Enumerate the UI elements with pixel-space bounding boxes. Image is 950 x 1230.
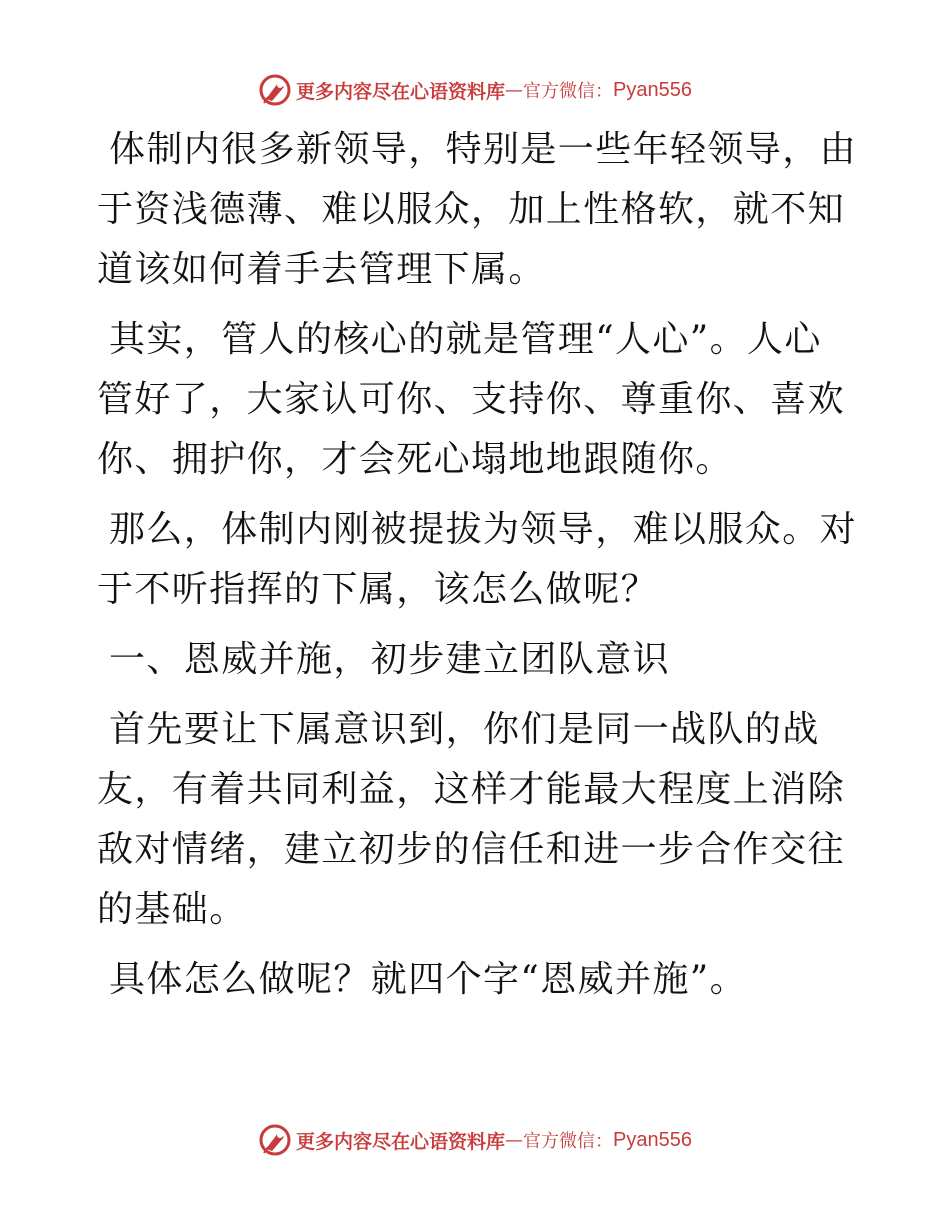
footer-wechat-label: 官方微信： (523, 1131, 614, 1152)
paragraph-1 (97, 120, 857, 300)
footer-wechat-id: Pyan556 (613, 1128, 692, 1151)
footer-watermark-banner (0, 1120, 950, 1160)
footer-banner-dash: — (505, 1129, 524, 1151)
paragraph-2 (97, 310, 857, 490)
paragraph-4 (97, 700, 857, 940)
footer-banner-text: 更多内容尽在心语资料库 (296, 1130, 506, 1153)
paragraph-3-text: 那么，体制内刚被提拔为领导，难以服众。对于不听指挥的下属，该怎么做呢？ (97, 509, 858, 610)
header-watermark-banner (0, 70, 950, 110)
paragraph-5 (97, 950, 857, 1010)
section-heading-1-text: 一、恩威并施，初步建立团队意识 (109, 639, 671, 680)
paragraph-5-text: 具体怎么做呢？就四个字“恩威并施”。 (109, 959, 748, 1000)
header-banner-text: 更多内容尽在心语资料库 (296, 80, 506, 103)
header-wechat-label: 官方微信： (523, 81, 614, 102)
pen-logo-icon (258, 1123, 292, 1157)
header-wechat-id: Pyan556 (613, 78, 692, 101)
section-heading-1 (97, 630, 857, 690)
paragraph-3 (97, 500, 857, 620)
pen-logo-icon (258, 73, 292, 107)
paragraph-1-text: 体制内很多新领导，特别是一些年轻领导，由于资浅德薄、难以服众，加上性格软，就不知道该如何着手去管理下属。 (97, 129, 858, 290)
paragraph-2-text: 其实，管人的核心的就是管理“人心”。人心管好了，大家认可你、支持你、尊重你、喜欢你、拥护你，才会死心塌地地跟随你。 (97, 319, 846, 480)
document-body (97, 120, 857, 1020)
paragraph-4-text: 首先要让下属意识到，你们是同一战队的战友，有着共同利益，这样才能最大程度上消除敌对情绪，建立初步的信任和进一步合作交往的基础。 (97, 709, 846, 930)
header-banner-dash: — (505, 79, 524, 101)
